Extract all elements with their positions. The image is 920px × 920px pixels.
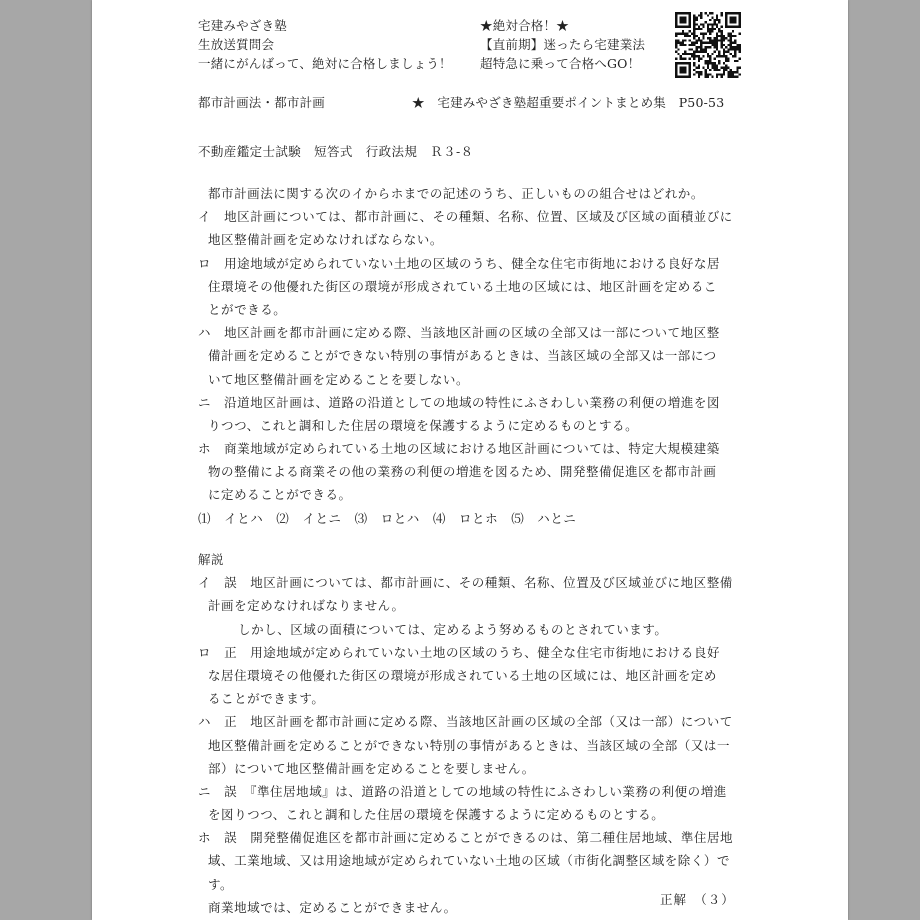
explanation-section (198, 548, 743, 919)
question-item-ni: ニ 沿道地区計画は、道路の沿道としての地域の特性にふさわしい業務の利便の増進を図 りつつ、これと調和した住居の環境を保護するように定めるものとする。 (198, 394, 721, 433)
explanation-item-ni: ニ 誤 『準住居地域』は、道路の沿道としての地域の特性にふさわしい業務の利便の増進 を図りつつ、これと調和した住居の環境を保護するように定めるものとする。 (198, 783, 727, 823)
slogan: 一緒にがんばって、絶対に合格しましょう！ (198, 56, 452, 71)
exam-info: 不動産鑑定士試験 短答式 行政法規 Ｒ３-８ (198, 144, 474, 159)
explanation-item-ro: ロ 正 用途地域が定められていない土地の区域のうち、健全な住宅市街地における良好 な居住環境その他優れた街区の環境が形成されている土地の区域には、地区計画を定め ることができます。 (198, 644, 721, 707)
question-section (198, 182, 743, 530)
correct-answer: 正解 （３） (660, 892, 735, 907)
explanation-item-ha: ハ 正 地区計画を都市計画に定める際、当該地区計画の区域の全部（又は一部）について 地区整備計画を定めることができない特別の事情があるときは、当該区域の全部（又は一 部）について地区整備計画を定めることを要しません。 (198, 714, 733, 776)
explanation-item-i: イ 誤 地区計画については、都市計画に、その種類、名称、位置及び区域並びに地区整備 計画を定めなければなりません。 しかし、区域の面積については、定めるよう努めるものとされています。 (198, 575, 733, 637)
explanation-item-ho: ホ 誤 開発整備促進区を都市計画に定めることができるのは、第二種住居地域、準住居地 域、工業地域、又は用途地域が定められていない土地の区域（市街化調整区域を除く）で す。 商業地域では、定めることができません。 (198, 830, 734, 915)
program-name: 生放送質問会 (198, 37, 275, 52)
question-item-ha: ハ 地区計画を都市計画に定める際、当該地区計画の区域の全部又は一部について地区整 備計画を定めることができない特別の事情があるときは、当該区域の全部又は一部につ いて地区整備計画を定めることを要しない。 (198, 325, 720, 387)
question-item-i: イ 地区計画については、都市計画に、その種類、名称、位置、区域及び区域の面積並びに 地区整備計画を定めなければならない。 (198, 209, 733, 248)
promo-line-2: 超特急に乗って合格へGO！ (480, 56, 641, 71)
question-item-ro: ロ 用途地域が定められていない土地の区域のうち、健全な住宅市街地における良好な居 住環境その他優れた街区の環境が形成されている土地の区域には、地区計画を定めるこ とができる。 (198, 255, 721, 317)
document-page (92, 0, 848, 920)
promo-title: ★絶対合格！★ (480, 18, 569, 33)
topic-reference: ★ 宅建みやざき塾超重要ポイントまとめ集 P50-53 (412, 95, 725, 110)
answer-choices: ⑴ イとハ ⑵ イとニ ⑶ ロとハ ⑷ ロとホ ⑸ ハとニ (198, 510, 577, 526)
explanation-heading: 解説 (198, 552, 225, 567)
school-name: 宅建みやざき塾 (198, 18, 287, 33)
question-item-ho: ホ 商業地域が定められている土地の区域における地区計画については、特定大規模建築 物の整備による商業その他の業務の利便の増進を図るため、開発整備促進区を都市計画 に定めることができる。 (198, 441, 720, 503)
promo-line-1: 【直前期】迷ったら宅建業法 (480, 37, 646, 52)
topic-subject: 都市計画法・都市計画 (198, 95, 326, 110)
question-stem: 都市計画法に関する次のイからホまでの記述のうち、正しいものの組合せはどれか。 (208, 186, 704, 201)
qr-code-icon (675, 12, 741, 78)
